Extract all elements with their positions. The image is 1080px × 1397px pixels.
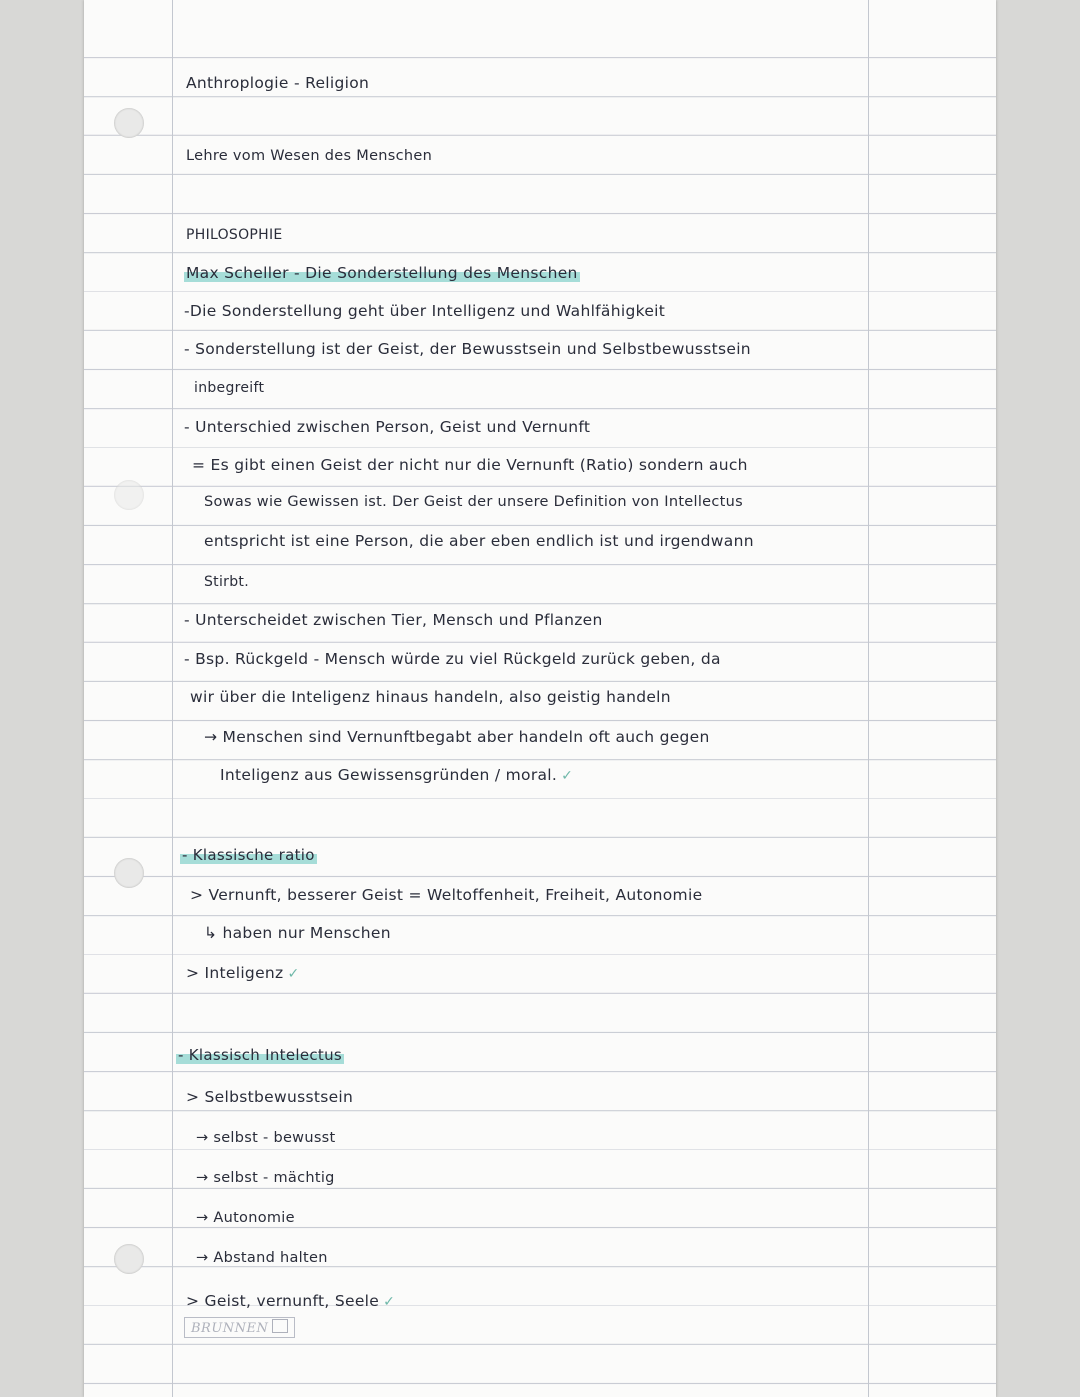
note-line: - Bsp. Rückgeld - Mensch würde zu viel Rückgeld zurück geben, da — [184, 650, 721, 668]
note-line: - Sonderstellung ist der Geist, der Bewusstsein und Selbstbewusstsein — [184, 340, 751, 358]
note-line: - Unterscheidet zwischen Tier, Mensch und Pflanzen — [184, 611, 603, 629]
subheading-intelectus-text: - Klassisch Intelectus — [178, 1046, 342, 1064]
subheading-ratio-text: - Klassische ratio — [182, 846, 315, 864]
note-line: → Autonomie — [196, 1210, 295, 1226]
note-line — [186, 1292, 395, 1310]
brand-mark-icon — [272, 1319, 288, 1333]
note-line: entspricht ist eine Person, die aber eben endlich ist und irgendwann — [204, 532, 754, 550]
punch-hole — [114, 858, 144, 888]
note-line: - Unterschied zwischen Person, Geist und Vernunft — [184, 418, 591, 436]
right-margin-line — [868, 0, 869, 1397]
brand-logo-text: BRUNNEN — [191, 1321, 269, 1336]
brand-logo — [184, 1317, 295, 1338]
topic-heading-text: Max Scheller - Die Sonderstellung des Menschen — [186, 264, 578, 282]
subtitle: Lehre vom Wesen des Menschen — [186, 148, 433, 164]
note-line: → selbst - bewusst — [196, 1130, 336, 1146]
note-line: → Menschen sind Vernunftbegabt aber handeln oft auch gegen — [204, 728, 710, 746]
check-mark-icon: ✓ — [287, 966, 300, 982]
punch-hole — [114, 480, 144, 510]
note-line: → selbst - mächtig — [196, 1170, 335, 1186]
note-line: = Es gibt einen Geist der nicht nur die Vernunft (Ratio) sondern auch — [192, 456, 748, 474]
left-margin-line — [172, 0, 173, 1397]
note-line — [220, 766, 573, 784]
check-mark-icon: ✓ — [383, 1294, 396, 1310]
section-heading: PHILOSOPHIE — [186, 227, 283, 243]
subheading-intelectus — [176, 1046, 344, 1064]
note-line: ↳ haben nur Menschen — [204, 924, 391, 942]
note-line: > Selbstbewusstsein — [186, 1088, 354, 1106]
note-line-text: > Geist, vernunft, Seele — [186, 1292, 380, 1310]
page-title: Anthroplogie - Religion — [186, 74, 370, 92]
note-line: wir über die Inteligenz hinaus handeln, also geistig handeln — [190, 688, 671, 706]
note-line-text: > Inteligenz — [186, 964, 284, 982]
topic-heading — [184, 264, 580, 282]
punch-hole — [114, 108, 144, 138]
note-line: Stirbt. — [204, 574, 249, 590]
note-line: -Die Sonderstellung geht über Intelligenz und Wahlfähigkeit — [184, 302, 666, 320]
punch-hole — [114, 1244, 144, 1274]
note-line: → Abstand halten — [196, 1250, 328, 1266]
check-mark-icon: ✓ — [561, 768, 574, 784]
note-line: > Vernunft, besserer Geist = Weltoffenheit, Freiheit, Autonomie — [190, 886, 703, 904]
note-line — [186, 964, 300, 982]
note-line: inbegreift — [194, 380, 265, 396]
subheading-ratio — [180, 846, 317, 864]
note-line-text: Inteligenz aus Gewissensgründen / moral. — [220, 766, 558, 784]
note-line: Sowas wie Gewissen ist. Der Geist der unsere Definition von Intellectus — [204, 494, 744, 510]
